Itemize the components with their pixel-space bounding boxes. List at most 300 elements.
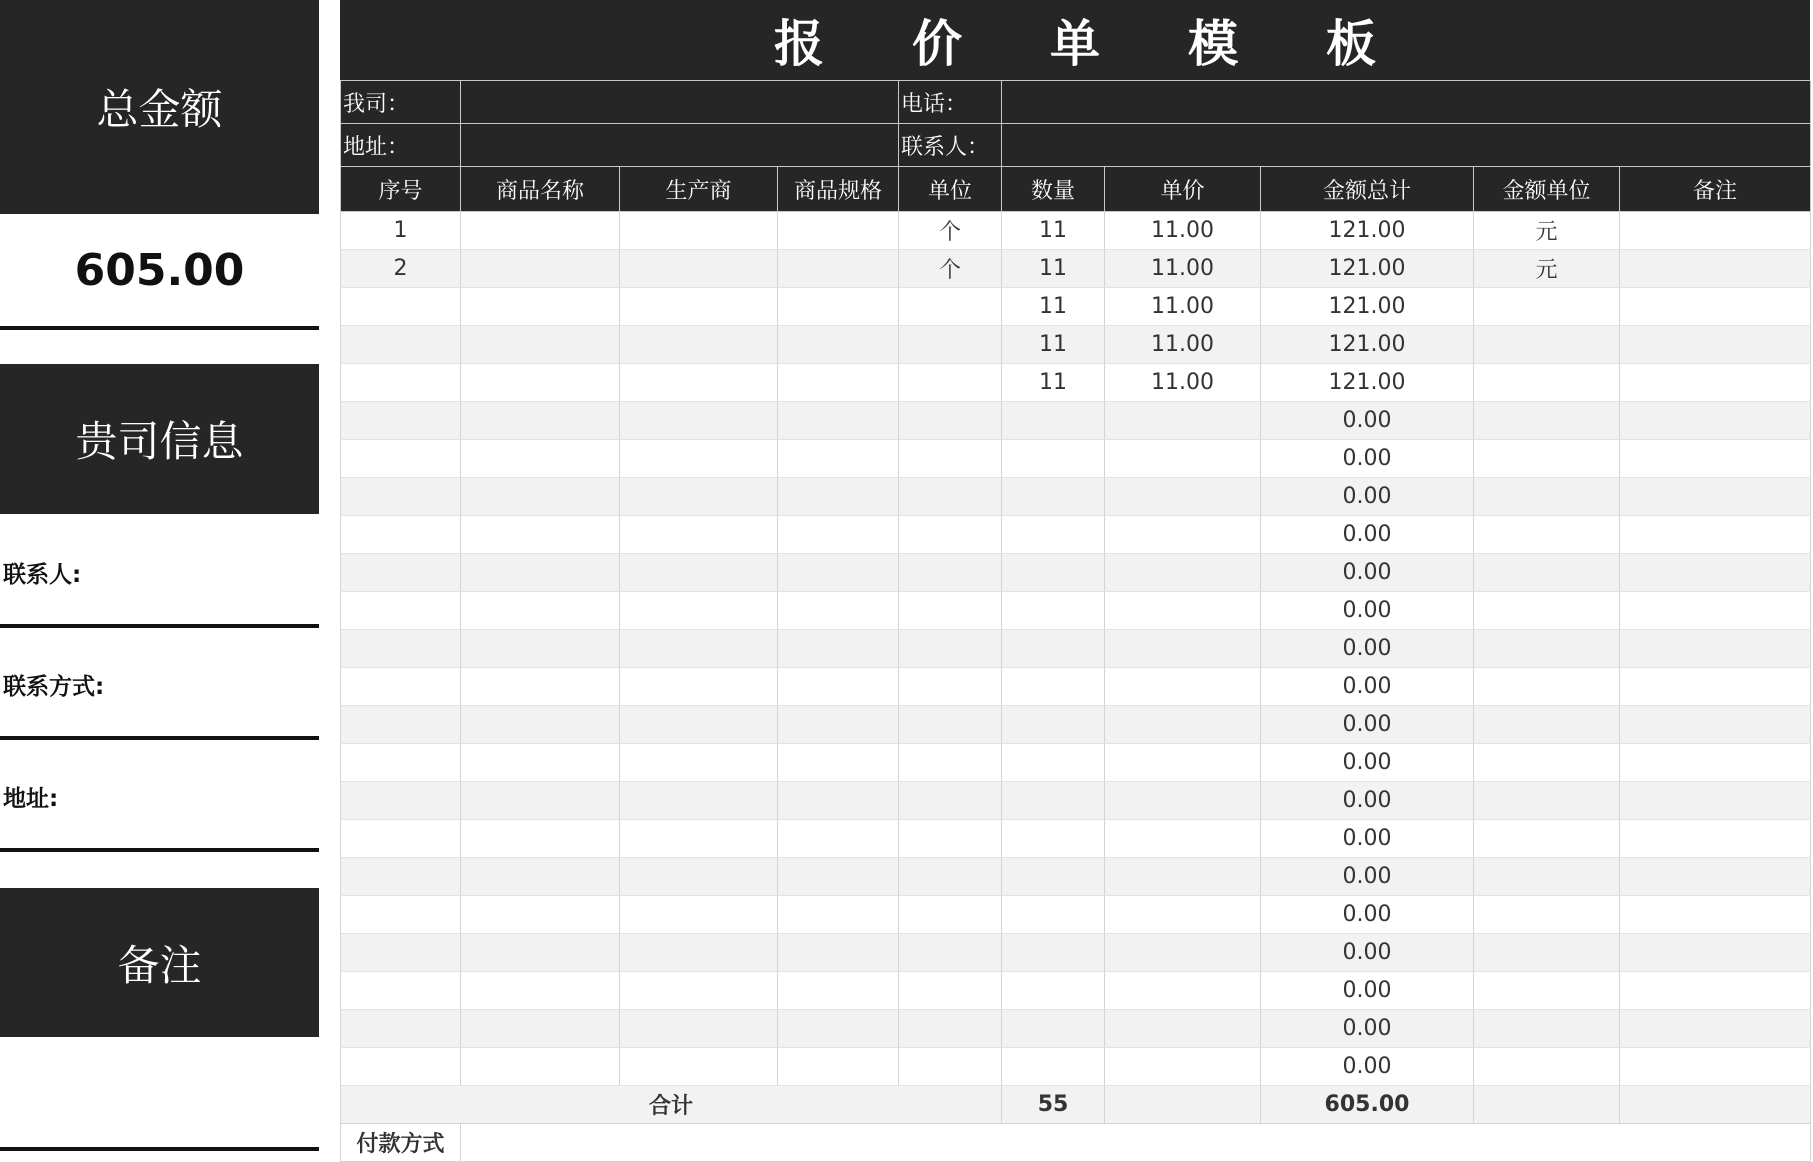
cell-index[interactable] bbox=[341, 744, 461, 782]
cell-manufacturer[interactable] bbox=[620, 554, 778, 592]
cell-unit-price[interactable] bbox=[1105, 782, 1261, 820]
cell-unit-price[interactable]: 11.00 bbox=[1105, 288, 1261, 326]
cell-unit-price[interactable] bbox=[1105, 554, 1261, 592]
cell-unit-price[interactable] bbox=[1105, 516, 1261, 554]
cell-currency-unit[interactable] bbox=[1474, 1048, 1620, 1086]
cell-manufacturer[interactable] bbox=[620, 326, 778, 364]
cell-amount-total[interactable]: 0.00 bbox=[1261, 554, 1474, 592]
cell-product-name[interactable] bbox=[461, 250, 620, 288]
cell-unit[interactable] bbox=[899, 630, 1002, 668]
cell-spec[interactable] bbox=[778, 744, 899, 782]
cell-spec[interactable] bbox=[778, 364, 899, 402]
cell-index[interactable] bbox=[341, 554, 461, 592]
cell-quantity[interactable] bbox=[1002, 1010, 1105, 1048]
cell-quantity[interactable] bbox=[1002, 630, 1105, 668]
col-header-index: 序号 bbox=[341, 167, 461, 212]
cell-spec[interactable] bbox=[778, 212, 899, 250]
cell-amount-total[interactable]: 0.00 bbox=[1261, 972, 1474, 1010]
table-row bbox=[341, 288, 1811, 326]
cell-unit[interactable] bbox=[899, 668, 1002, 706]
cell-quantity[interactable]: 11 bbox=[1002, 288, 1105, 326]
quotation-table bbox=[340, 80, 1811, 1162]
cell-index[interactable] bbox=[341, 668, 461, 706]
table-row bbox=[341, 440, 1811, 478]
cell-amount-total[interactable]: 0.00 bbox=[1261, 516, 1474, 554]
cell-amount-total[interactable]: 0.00 bbox=[1261, 402, 1474, 440]
cell-remark[interactable] bbox=[1620, 326, 1811, 364]
table-row bbox=[341, 744, 1811, 782]
cell-remark[interactable] bbox=[1620, 478, 1811, 516]
cell-remark[interactable] bbox=[1620, 1010, 1811, 1048]
our-company-label: 我司： bbox=[341, 81, 461, 124]
cell-manufacturer[interactable] bbox=[620, 782, 778, 820]
cell-manufacturer[interactable] bbox=[620, 478, 778, 516]
cell-currency-unit[interactable] bbox=[1474, 288, 1620, 326]
cell-unit[interactable]: 个 bbox=[899, 212, 1002, 250]
cell-index[interactable] bbox=[341, 478, 461, 516]
cell-spec[interactable] bbox=[778, 896, 899, 934]
table-row bbox=[341, 630, 1811, 668]
table-row bbox=[341, 326, 1811, 364]
total-empty-cell bbox=[1105, 1086, 1261, 1124]
cell-index[interactable] bbox=[341, 896, 461, 934]
cell-unit[interactable] bbox=[899, 554, 1002, 592]
cell-unit-price[interactable] bbox=[1105, 820, 1261, 858]
cell-manufacturer[interactable] bbox=[620, 744, 778, 782]
cell-index[interactable] bbox=[341, 782, 461, 820]
cell-manufacturer[interactable] bbox=[620, 440, 778, 478]
cell-currency-unit[interactable] bbox=[1474, 820, 1620, 858]
cell-spec[interactable] bbox=[778, 326, 899, 364]
divider bbox=[0, 326, 319, 330]
cell-index[interactable] bbox=[341, 972, 461, 1010]
cell-manufacturer[interactable] bbox=[620, 250, 778, 288]
cell-currency-unit[interactable] bbox=[1474, 934, 1620, 972]
table-row bbox=[341, 896, 1811, 934]
cell-product-name[interactable] bbox=[461, 402, 620, 440]
total-quantity: 55 bbox=[1002, 1086, 1105, 1124]
cell-quantity[interactable] bbox=[1002, 972, 1105, 1010]
cell-product-name[interactable] bbox=[461, 592, 620, 630]
cell-unit-price[interactable] bbox=[1105, 706, 1261, 744]
remark-header bbox=[0, 888, 319, 1037]
cell-quantity[interactable]: 11 bbox=[1002, 326, 1105, 364]
contact-method-label: 联系方式: bbox=[3, 674, 105, 700]
cell-unit-price[interactable]: 11.00 bbox=[1105, 326, 1261, 364]
col-header-spec: 商品规格 bbox=[778, 167, 899, 212]
cell-quantity[interactable]: 11 bbox=[1002, 250, 1105, 288]
cell-unit[interactable] bbox=[899, 402, 1002, 440]
cell-product-name[interactable] bbox=[461, 1048, 620, 1086]
cell-product-name[interactable] bbox=[461, 782, 620, 820]
cell-amount-total[interactable]: 0.00 bbox=[1261, 668, 1474, 706]
cell-currency-unit[interactable] bbox=[1474, 972, 1620, 1010]
cell-spec[interactable] bbox=[778, 858, 899, 896]
sheet-title-bar bbox=[340, 0, 1810, 80]
cell-currency-unit[interactable] bbox=[1474, 516, 1620, 554]
cell-unit-price[interactable] bbox=[1105, 440, 1261, 478]
cell-product-name[interactable] bbox=[461, 478, 620, 516]
cell-unit[interactable] bbox=[899, 896, 1002, 934]
cell-spec[interactable] bbox=[778, 820, 899, 858]
cell-quantity[interactable]: 11 bbox=[1002, 212, 1105, 250]
cell-currency-unit[interactable] bbox=[1474, 706, 1620, 744]
cell-unit-price[interactable] bbox=[1105, 668, 1261, 706]
cell-amount-total[interactable]: 0.00 bbox=[1261, 896, 1474, 934]
cell-remark[interactable] bbox=[1620, 858, 1811, 896]
cell-amount-total[interactable]: 0.00 bbox=[1261, 858, 1474, 896]
cell-product-name[interactable] bbox=[461, 364, 620, 402]
cell-amount-total[interactable]: 0.00 bbox=[1261, 934, 1474, 972]
col-header-quantity: 数量 bbox=[1002, 167, 1105, 212]
cell-currency-unit[interactable] bbox=[1474, 896, 1620, 934]
table-row bbox=[341, 1048, 1811, 1086]
cell-currency-unit[interactable] bbox=[1474, 440, 1620, 478]
cell-manufacturer[interactable] bbox=[620, 858, 778, 896]
our-company-field[interactable] bbox=[461, 81, 899, 124]
cell-remark[interactable] bbox=[1620, 364, 1811, 402]
table-row bbox=[341, 1010, 1811, 1048]
cell-quantity[interactable] bbox=[1002, 592, 1105, 630]
cell-product-name[interactable] bbox=[461, 896, 620, 934]
cell-currency-unit[interactable] bbox=[1474, 554, 1620, 592]
cell-unit-price[interactable] bbox=[1105, 478, 1261, 516]
table-header-row bbox=[341, 167, 1811, 212]
cell-manufacturer[interactable] bbox=[620, 1010, 778, 1048]
cell-product-name[interactable] bbox=[461, 630, 620, 668]
cell-index[interactable] bbox=[341, 364, 461, 402]
cell-unit-price[interactable] bbox=[1105, 934, 1261, 972]
table-row bbox=[341, 364, 1811, 402]
cell-quantity[interactable] bbox=[1002, 858, 1105, 896]
cell-remark[interactable] bbox=[1620, 592, 1811, 630]
payment-method-label: 付款方式 bbox=[341, 1124, 461, 1162]
table-row bbox=[341, 668, 1811, 706]
total-amount-label: 总金额 bbox=[96, 85, 223, 134]
cell-product-name[interactable] bbox=[461, 326, 620, 364]
table-row bbox=[341, 592, 1811, 630]
cell-product-name[interactable] bbox=[461, 1010, 620, 1048]
cell-index[interactable]: 2 bbox=[341, 250, 461, 288]
total-empty-cell bbox=[1620, 1086, 1811, 1124]
cell-remark[interactable] bbox=[1620, 516, 1811, 554]
cell-unit[interactable] bbox=[899, 706, 1002, 744]
cell-remark[interactable] bbox=[1620, 288, 1811, 326]
cell-unit-price[interactable] bbox=[1105, 972, 1261, 1010]
col-header-unit-price: 单价 bbox=[1105, 167, 1261, 212]
cell-manufacturer[interactable] bbox=[620, 288, 778, 326]
cell-unit[interactable] bbox=[899, 782, 1002, 820]
table-row bbox=[341, 858, 1811, 896]
cell-currency-unit[interactable] bbox=[1474, 478, 1620, 516]
cell-spec[interactable] bbox=[778, 668, 899, 706]
cell-unit[interactable] bbox=[899, 440, 1002, 478]
cell-currency-unit[interactable] bbox=[1474, 402, 1620, 440]
cell-amount-total[interactable]: 121.00 bbox=[1261, 364, 1474, 402]
cell-unit[interactable] bbox=[899, 972, 1002, 1010]
cell-quantity[interactable] bbox=[1002, 440, 1105, 478]
cell-index[interactable] bbox=[341, 592, 461, 630]
cell-unit[interactable] bbox=[899, 934, 1002, 972]
cell-currency-unit[interactable] bbox=[1474, 858, 1620, 896]
cell-currency-unit[interactable] bbox=[1474, 782, 1620, 820]
cell-amount-total[interactable]: 0.00 bbox=[1261, 820, 1474, 858]
cell-spec[interactable] bbox=[778, 1010, 899, 1048]
cell-product-name[interactable] bbox=[461, 934, 620, 972]
cell-remark[interactable] bbox=[1620, 934, 1811, 972]
cell-index[interactable] bbox=[341, 630, 461, 668]
col-header-unit: 单位 bbox=[899, 167, 1002, 212]
cell-spec[interactable] bbox=[778, 592, 899, 630]
cell-unit-price[interactable] bbox=[1105, 858, 1261, 896]
cell-product-name[interactable] bbox=[461, 668, 620, 706]
cell-currency-unit[interactable] bbox=[1474, 630, 1620, 668]
cell-quantity[interactable] bbox=[1002, 782, 1105, 820]
client-info-header bbox=[0, 364, 319, 514]
sheet-address-label: 地址： bbox=[341, 124, 461, 167]
cell-quantity[interactable] bbox=[1002, 516, 1105, 554]
cell-currency-unit[interactable] bbox=[1474, 326, 1620, 364]
cell-unit-price[interactable] bbox=[1105, 744, 1261, 782]
cell-amount-total[interactable]: 121.00 bbox=[1261, 250, 1474, 288]
cell-currency-unit[interactable] bbox=[1474, 668, 1620, 706]
cell-remark[interactable] bbox=[1620, 440, 1811, 478]
sheet-contact-field[interactable] bbox=[1002, 124, 1811, 167]
cell-unit-price[interactable]: 11.00 bbox=[1105, 250, 1261, 288]
col-header-manufacturer: 生产商 bbox=[620, 167, 778, 212]
cell-amount-total[interactable]: 0.00 bbox=[1261, 478, 1474, 516]
cell-currency-unit[interactable] bbox=[1474, 1010, 1620, 1048]
sheet-address-field[interactable] bbox=[461, 124, 899, 167]
col-header-currency-unit: 金额单位 bbox=[1474, 167, 1620, 212]
cell-manufacturer[interactable] bbox=[620, 706, 778, 744]
cell-amount-total[interactable]: 121.00 bbox=[1261, 212, 1474, 250]
cell-remark[interactable] bbox=[1620, 402, 1811, 440]
cell-product-name[interactable] bbox=[461, 972, 620, 1010]
cell-amount-total[interactable]: 0.00 bbox=[1261, 592, 1474, 630]
cell-manufacturer[interactable] bbox=[620, 592, 778, 630]
cell-product-name[interactable] bbox=[461, 858, 620, 896]
cell-unit[interactable] bbox=[899, 744, 1002, 782]
table-row bbox=[341, 972, 1811, 1010]
cell-currency-unit[interactable] bbox=[1474, 744, 1620, 782]
cell-quantity[interactable] bbox=[1002, 934, 1105, 972]
cell-amount-total[interactable]: 121.00 bbox=[1261, 288, 1474, 326]
cell-currency-unit[interactable] bbox=[1474, 592, 1620, 630]
remark-field[interactable] bbox=[0, 1147, 319, 1151]
quotation-sheet bbox=[340, 0, 1810, 1162]
cell-unit-price[interactable]: 11.00 bbox=[1105, 364, 1261, 402]
total-row bbox=[341, 1086, 1811, 1124]
cell-amount-total[interactable]: 0.00 bbox=[1261, 1010, 1474, 1048]
cell-quantity[interactable] bbox=[1002, 896, 1105, 934]
total-empty-cell bbox=[1474, 1086, 1620, 1124]
cell-index[interactable] bbox=[341, 440, 461, 478]
total-amount-value: 605.00 bbox=[74, 244, 245, 296]
cell-remark[interactable] bbox=[1620, 212, 1811, 250]
cell-remark[interactable] bbox=[1620, 554, 1811, 592]
cell-spec[interactable] bbox=[778, 934, 899, 972]
cell-remark[interactable] bbox=[1620, 250, 1811, 288]
cell-unit[interactable] bbox=[899, 288, 1002, 326]
cell-spec[interactable] bbox=[778, 478, 899, 516]
cell-index[interactable] bbox=[341, 934, 461, 972]
cell-unit[interactable]: 个 bbox=[899, 250, 1002, 288]
cell-remark[interactable] bbox=[1620, 820, 1811, 858]
cell-remark[interactable] bbox=[1620, 896, 1811, 934]
cell-product-name[interactable] bbox=[461, 744, 620, 782]
cell-remark[interactable] bbox=[1620, 668, 1811, 706]
cell-spec[interactable] bbox=[778, 516, 899, 554]
col-header-product-name: 商品名称 bbox=[461, 167, 620, 212]
cell-amount-total[interactable]: 0.00 bbox=[1261, 706, 1474, 744]
cell-product-name[interactable] bbox=[461, 516, 620, 554]
cell-index[interactable] bbox=[341, 1010, 461, 1048]
cell-remark[interactable] bbox=[1620, 630, 1811, 668]
table-row bbox=[341, 782, 1811, 820]
cell-quantity[interactable] bbox=[1002, 554, 1105, 592]
cell-currency-unit[interactable] bbox=[1474, 364, 1620, 402]
cell-unit-price[interactable] bbox=[1105, 1010, 1261, 1048]
cell-spec[interactable] bbox=[778, 782, 899, 820]
cell-quantity[interactable] bbox=[1002, 820, 1105, 858]
cell-spec[interactable] bbox=[778, 440, 899, 478]
table-row bbox=[341, 934, 1811, 972]
cell-product-name[interactable] bbox=[461, 212, 620, 250]
cell-spec[interactable] bbox=[778, 706, 899, 744]
phone-field[interactable] bbox=[1002, 81, 1811, 124]
payment-row bbox=[341, 1124, 1811, 1162]
cell-amount-total[interactable]: 0.00 bbox=[1261, 440, 1474, 478]
address-info-row bbox=[341, 124, 1811, 167]
cell-manufacturer[interactable] bbox=[620, 972, 778, 1010]
cell-amount-total[interactable]: 0.00 bbox=[1261, 630, 1474, 668]
cell-spec[interactable] bbox=[778, 402, 899, 440]
cell-amount-total[interactable]: 0.00 bbox=[1261, 744, 1474, 782]
contact-method-field[interactable] bbox=[0, 736, 319, 740]
cell-manufacturer[interactable] bbox=[620, 896, 778, 934]
cell-quantity[interactable] bbox=[1002, 478, 1105, 516]
cell-remark[interactable] bbox=[1620, 744, 1811, 782]
cell-unit-price[interactable]: 11.00 bbox=[1105, 212, 1261, 250]
cell-spec[interactable] bbox=[778, 630, 899, 668]
cell-manufacturer[interactable] bbox=[620, 402, 778, 440]
cell-quantity[interactable]: 11 bbox=[1002, 364, 1105, 402]
cell-manufacturer[interactable] bbox=[620, 668, 778, 706]
cell-unit[interactable] bbox=[899, 1048, 1002, 1086]
cell-remark[interactable] bbox=[1620, 706, 1811, 744]
cell-product-name[interactable] bbox=[461, 288, 620, 326]
cell-remark[interactable] bbox=[1620, 972, 1811, 1010]
cell-unit-price[interactable] bbox=[1105, 1048, 1261, 1086]
payment-method-field[interactable] bbox=[461, 1124, 1811, 1162]
cell-manufacturer[interactable] bbox=[620, 516, 778, 554]
cell-index[interactable] bbox=[341, 820, 461, 858]
cell-quantity[interactable] bbox=[1002, 706, 1105, 744]
contact-person-label: 联系人: bbox=[3, 562, 82, 588]
cell-index[interactable] bbox=[341, 858, 461, 896]
cell-amount-total[interactable]: 0.00 bbox=[1261, 782, 1474, 820]
cell-manufacturer[interactable] bbox=[620, 364, 778, 402]
cell-unit[interactable] bbox=[899, 364, 1002, 402]
cell-manufacturer[interactable] bbox=[620, 212, 778, 250]
cell-manufacturer[interactable] bbox=[620, 820, 778, 858]
cell-quantity[interactable] bbox=[1002, 402, 1105, 440]
cell-spec[interactable] bbox=[778, 250, 899, 288]
total-row-label: 合计 bbox=[341, 1086, 1002, 1124]
cell-spec[interactable] bbox=[778, 554, 899, 592]
cell-unit-price[interactable] bbox=[1105, 896, 1261, 934]
company-info-row bbox=[341, 81, 1811, 124]
cell-manufacturer[interactable] bbox=[620, 630, 778, 668]
cell-currency-unit[interactable]: 元 bbox=[1474, 250, 1620, 288]
cell-unit[interactable] bbox=[899, 820, 1002, 858]
table-row bbox=[341, 250, 1811, 288]
cell-remark[interactable] bbox=[1620, 782, 1811, 820]
cell-manufacturer[interactable] bbox=[620, 1048, 778, 1086]
phone-label: 电话： bbox=[899, 81, 1002, 124]
cell-unit[interactable] bbox=[899, 516, 1002, 554]
cell-quantity[interactable] bbox=[1002, 668, 1105, 706]
cell-currency-unit[interactable]: 元 bbox=[1474, 212, 1620, 250]
cell-index[interactable] bbox=[341, 288, 461, 326]
table-row bbox=[341, 402, 1811, 440]
cell-index[interactable] bbox=[341, 402, 461, 440]
cell-product-name[interactable] bbox=[461, 820, 620, 858]
table-row bbox=[341, 212, 1811, 250]
cell-amount-total[interactable]: 0.00 bbox=[1261, 1048, 1474, 1086]
summary-sidebar bbox=[0, 0, 319, 1153]
table-row bbox=[341, 516, 1811, 554]
cell-index[interactable] bbox=[341, 1048, 461, 1086]
col-header-amount-total: 金额总计 bbox=[1261, 167, 1474, 212]
cell-manufacturer[interactable] bbox=[620, 934, 778, 972]
address-field[interactable] bbox=[0, 848, 319, 852]
cell-unit[interactable] bbox=[899, 858, 1002, 896]
table-row bbox=[341, 820, 1811, 858]
cell-unit-price[interactable] bbox=[1105, 592, 1261, 630]
col-header-remark: 备注 bbox=[1620, 167, 1811, 212]
cell-unit[interactable] bbox=[899, 326, 1002, 364]
cell-index[interactable] bbox=[341, 326, 461, 364]
cell-quantity[interactable] bbox=[1002, 744, 1105, 782]
cell-spec[interactable] bbox=[778, 972, 899, 1010]
table-body bbox=[341, 212, 1811, 1086]
cell-quantity[interactable] bbox=[1002, 1048, 1105, 1086]
cell-remark[interactable] bbox=[1620, 1048, 1811, 1086]
cell-product-name[interactable] bbox=[461, 706, 620, 744]
cell-index[interactable] bbox=[341, 516, 461, 554]
table-row bbox=[341, 706, 1811, 744]
remark-label: 备注 bbox=[117, 940, 202, 990]
contact-person-field[interactable] bbox=[0, 624, 319, 628]
cell-unit-price[interactable] bbox=[1105, 402, 1261, 440]
sheet-contact-label: 联系人： bbox=[899, 124, 1002, 167]
total-amount: 605.00 bbox=[1261, 1086, 1474, 1124]
cell-unit-price[interactable] bbox=[1105, 630, 1261, 668]
cell-spec[interactable] bbox=[778, 1048, 899, 1086]
cell-product-name[interactable] bbox=[461, 554, 620, 592]
cell-unit[interactable] bbox=[899, 592, 1002, 630]
cell-index[interactable]: 1 bbox=[341, 212, 461, 250]
table-row bbox=[341, 478, 1811, 516]
cell-spec[interactable] bbox=[778, 288, 899, 326]
cell-unit[interactable] bbox=[899, 1010, 1002, 1048]
cell-unit[interactable] bbox=[899, 478, 1002, 516]
cell-index[interactable] bbox=[341, 706, 461, 744]
cell-product-name[interactable] bbox=[461, 440, 620, 478]
cell-amount-total[interactable]: 121.00 bbox=[1261, 326, 1474, 364]
